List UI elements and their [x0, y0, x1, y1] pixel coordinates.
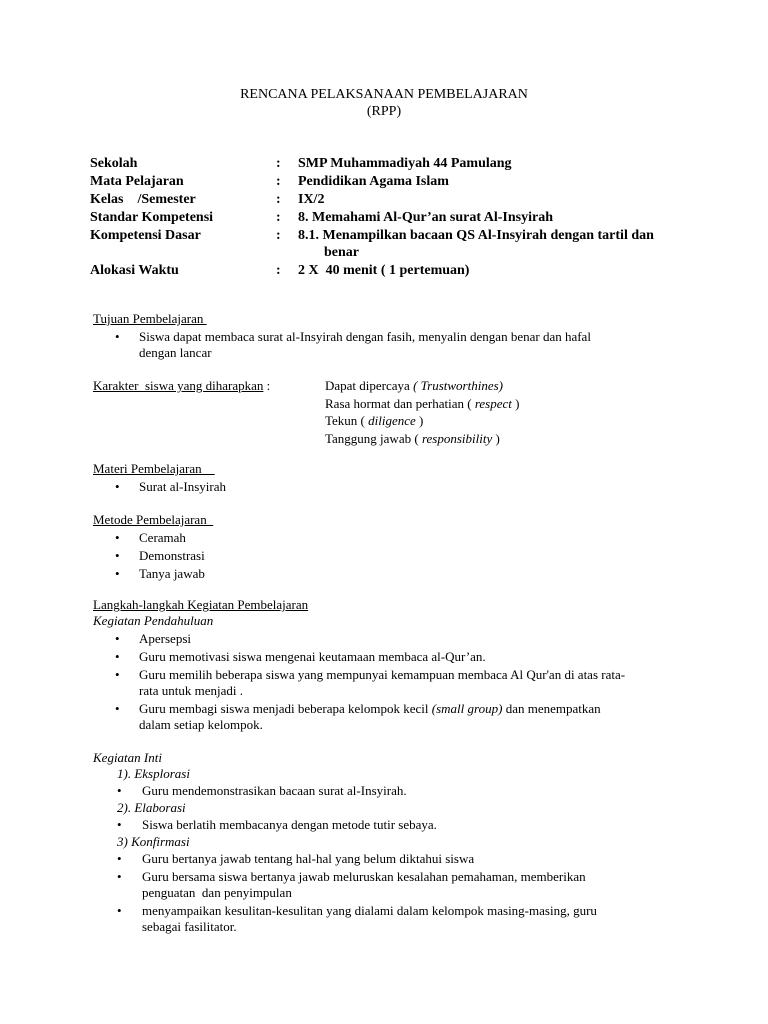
- info-separator: :: [276, 210, 281, 225]
- info-value: 8.1. Menampilkan bacaan QS Al-Insyirah dengan tartil dan benar: [298, 227, 690, 261]
- bullet-icon: •: [117, 817, 122, 832]
- eksplorasi-list: [117, 783, 677, 799]
- info-row-sekolah: [90, 155, 690, 172]
- list-item-text: Guru mendemonstrasikan bacaan surat al-Insyirah.: [142, 783, 407, 798]
- elaborasi-list: [117, 817, 677, 833]
- info-label: Alokasi Waktu: [90, 263, 179, 278]
- karakter-item: Rasa hormat dan perhatian ( respect ): [325, 395, 520, 411]
- list-item-text: Guru membagi siswa menjadi beberapa kelompok kecil (small group) dan menempatkan: [139, 701, 601, 716]
- tujuan-heading: Tujuan Pembelajaran: [93, 311, 207, 326]
- info-value: 8. Memahami Al-Qur’an surat Al-Insyirah: [298, 210, 553, 225]
- bullet-icon: •: [115, 479, 120, 494]
- list-item-text: Guru bersama siswa bertanya jawab meluruskan kesalahan pemahaman, memberikan: [142, 869, 586, 884]
- bullet-icon: •: [117, 869, 122, 884]
- list-item-text: Ceramah: [139, 530, 186, 545]
- list-item: [117, 903, 677, 935]
- list-item: [115, 547, 675, 565]
- info-separator: :: [276, 174, 281, 189]
- list-item-text: Siswa dapat membaca surat al-Insyirah dengan fasih, menyalin dengan benar dan hafal: [139, 329, 591, 344]
- karakter-item: Dapat dipercaya ( Trustworthines): [325, 378, 503, 393]
- info-label: Kelas /Semester: [90, 192, 196, 207]
- list-item-text: Surat al-Insyirah: [139, 479, 227, 494]
- karakter-heading-row: [93, 378, 270, 394]
- list-item-text-continuation: sebagai fasilitator.: [142, 919, 237, 934]
- eksplorasi-heading: 1). Eksplorasi: [117, 766, 190, 781]
- list-item-text: Apersepsi: [139, 631, 191, 646]
- list-item-text: Tanya jawab: [139, 566, 205, 581]
- info-value: IX/2: [298, 192, 325, 207]
- bullet-icon: •: [115, 329, 120, 344]
- karakter-colon: :: [263, 378, 271, 393]
- pendahuluan-list: [115, 631, 680, 733]
- bullet-icon: •: [115, 548, 120, 563]
- list-item-text: Guru memilih beberapa siswa yang mempunyai kemampuan membaca Al Qur'an di atas rata-: [139, 667, 626, 682]
- info-label: Standar Kompetensi: [90, 210, 214, 225]
- info-value: Pendidikan Agama Islam: [298, 174, 449, 189]
- info-row-standar-kompetensi: [90, 209, 690, 226]
- list-item: [115, 649, 680, 665]
- list-item: [117, 817, 677, 833]
- list-item-text: menyampaikan kesulitan-kesulitan yang dialami dalam kelompok masing-masing, guru: [142, 903, 597, 918]
- info-value: 2 X 40 menit ( 1 pertemuan): [298, 263, 470, 278]
- inti-heading: Kegiatan Inti: [93, 750, 162, 765]
- info-separator: :: [276, 156, 281, 171]
- bullet-icon: •: [115, 649, 120, 664]
- konfirmasi-heading: 3) Konfirmasi: [117, 834, 190, 849]
- info-value-continuation: benar: [324, 245, 359, 260]
- list-item: [115, 329, 675, 361]
- list-item-text-continuation: dalam setiap kelompok.: [139, 717, 263, 732]
- metode-heading: Metode Pembelajaran: [93, 512, 214, 527]
- list-item-text: Siswa berlatih membacanya dengan metode tutir sebaya.: [142, 817, 437, 832]
- list-item: [117, 869, 677, 901]
- list-item: [117, 783, 677, 799]
- konfirmasi-list: [117, 851, 677, 935]
- info-label: Sekolah: [90, 156, 138, 171]
- info-table: [90, 155, 690, 280]
- list-item: [115, 631, 680, 647]
- info-separator: :: [276, 263, 281, 278]
- bullet-icon: •: [115, 566, 120, 581]
- list-item: [115, 565, 675, 583]
- info-label: Kompetensi Dasar: [90, 228, 201, 243]
- bullet-icon: •: [117, 851, 122, 866]
- list-item-text-continuation: dengan lancar: [139, 345, 212, 360]
- info-row-kompetensi-dasar: [90, 227, 690, 261]
- list-item: [115, 529, 675, 547]
- karakter-list: [325, 377, 519, 447]
- list-item-text: Guru bertanya jawab tentang hal-hal yang belum diktahui siswa: [142, 851, 475, 866]
- karakter-item: Tanggung jawab ( responsibility ): [325, 430, 500, 446]
- langkah-heading: Langkah-langkah Kegiatan Pembelajaran: [93, 597, 309, 612]
- list-item-text: Demonstrasi: [139, 548, 205, 563]
- document-title: RENCANA PELAKSANAAN PEMBELAJARAN: [240, 87, 528, 102]
- list-item: [115, 701, 680, 733]
- info-row-mata-pelajaran: [90, 173, 690, 190]
- info-label: Mata Pelajaran: [90, 174, 184, 189]
- list-item-text-continuation: penguatan dan penyimpulan: [142, 885, 292, 900]
- bullet-icon: •: [117, 783, 122, 798]
- bullet-icon: •: [115, 701, 120, 716]
- list-item-text: Guru memotivasi siswa mengenai keutamaan membaca al-Qur’an.: [139, 649, 486, 664]
- elaborasi-heading: 2). Elaborasi: [117, 800, 186, 815]
- metode-list: [115, 529, 675, 583]
- bullet-icon: •: [117, 903, 122, 918]
- info-row-kelas-semester: [90, 191, 690, 208]
- tujuan-list: [115, 329, 675, 361]
- list-item: [117, 851, 677, 867]
- document-subtitle: (RPP): [366, 104, 402, 119]
- bullet-icon: •: [115, 530, 120, 545]
- info-row-alokasi-waktu: [90, 262, 690, 279]
- info-separator: :: [276, 228, 281, 243]
- materi-list: [115, 479, 675, 495]
- materi-heading: Materi Pembelajaran: [93, 461, 215, 476]
- bullet-icon: •: [115, 631, 120, 646]
- list-item: [115, 479, 675, 495]
- karakter-item: Tekun ( diligence ): [325, 413, 424, 428]
- info-value: SMP Muhammadiyah 44 Pamulang: [298, 156, 512, 171]
- karakter-heading: Karakter siswa yang diharapkan: [93, 378, 264, 393]
- list-item-text-continuation: rata untuk menjadi .: [139, 683, 243, 698]
- info-separator: :: [276, 192, 281, 207]
- bullet-icon: •: [115, 667, 120, 682]
- list-item: [115, 667, 680, 699]
- pendahuluan-heading: Kegiatan Pendahuluan: [93, 613, 214, 628]
